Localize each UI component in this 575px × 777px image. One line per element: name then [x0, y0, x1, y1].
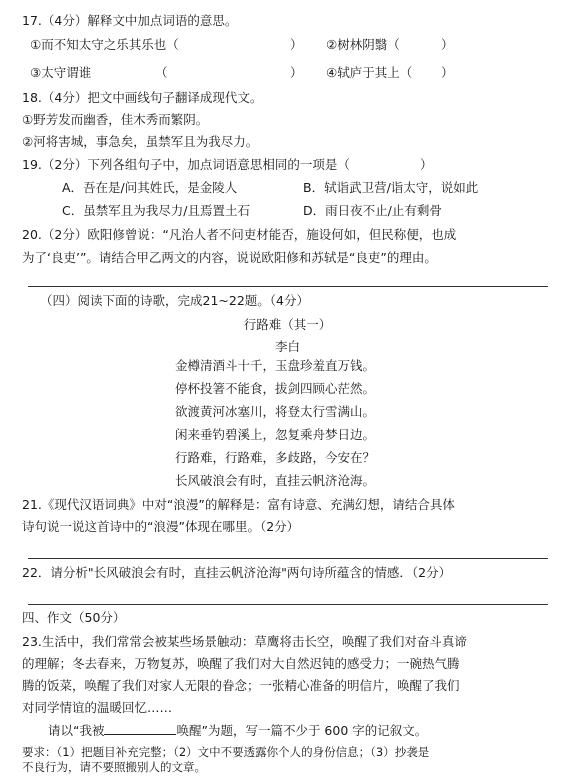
writing-requirements-1: 要求：（1）把题目补充完整；（2）文中不要透露你个人的身份信息；（3）抄袭是	[22, 745, 430, 759]
q17-item-b: ②树林阴翳（	[326, 37, 400, 52]
writing-prompt-prefix: 请以“我被	[48, 723, 105, 738]
q17-item-c-close: ）	[290, 65, 303, 80]
q20-line-1: 20.（2分）欧阳修曾说：“凡治人者不问吏材能否，施设何如，但民称便，也成	[22, 227, 457, 242]
writing-prompt-suffix: 唤醒”为题，写一篇不少于 600 字的记叙文。	[176, 723, 428, 738]
poem-line: 欲渡黄河冰塞川，将登太行雪满山。	[175, 404, 376, 419]
poem-line: 闲来垂钓碧溪上，忽复乘舟梦日边。	[175, 427, 376, 442]
writing-requirements-2: 不良行为，请不要照搬别人的文章。	[22, 760, 206, 774]
q19-option-a: A．吾在是/问其姓氏，是金陵人	[62, 180, 238, 195]
q17-item-d-close: ）	[441, 65, 454, 80]
q17-item-a: ①而不知太守之乐其乐也（	[30, 37, 179, 52]
writing-para-1: 23.生活中，我们常常会被某些场景触动：草鹰将击长空，唤醒了我们对奋斗真谛	[22, 634, 467, 649]
poem-line: 行路难，行路难，多歧路，今安在？	[175, 450, 376, 465]
q20-line-2: 为了‘良吏’”。请结合甲乙两文的内容，说说欧阳修和苏轼是“良吏”的理由。	[22, 250, 437, 265]
q17-item-b-close: ）	[441, 37, 454, 52]
q21-line-1: 21.《现代汉语词典》中对“浪漫”的解释是：富有诗意、充满幻想，请结合具体	[22, 497, 455, 512]
poem-author: 李白	[274, 339, 300, 354]
writing-para-4: 对同学情谊的温暖回忆……	[22, 700, 173, 715]
q17-item-a-close: ）	[290, 37, 303, 52]
q22-line: 22．请分析"长风破浪会有时，直挂云帆济沧海"两句诗所蕴含的情感．（2分）	[22, 565, 452, 580]
writing-prompt	[48, 722, 427, 739]
q19-title: 19.（2分）下列各组句子中，加点词语意思相同的一项是（	[22, 157, 350, 172]
q19-option-b: B．轼诣武卫营/诣太守，说如此	[303, 180, 479, 195]
q21-line-2: 诗句说一说这首诗中的“浪漫”体现在哪里。（2分）	[22, 519, 300, 534]
writing-para-2: 的理解；冬去春来，万物复苏，唤醒了我们对大自然迟钝的感受力；一碗热气腾	[22, 656, 460, 671]
answer-line	[28, 558, 548, 559]
q18-title: 18.（4分）把文中画线句子翻译成现代文。	[22, 90, 263, 105]
title-blank	[104, 722, 176, 735]
q17-title: 17.（4分）解释文中加点词语的意思。	[22, 13, 238, 28]
section4-intro: （四）阅读下面的诗歌，完成21~22题。（4分）	[40, 293, 309, 308]
q19-title-close: ）	[420, 157, 433, 172]
writing-heading: 四、作文（50分）	[22, 610, 126, 625]
q18-sentence-2: ②河将害城，事急矣，虽禁军且为我尽力。	[22, 134, 259, 149]
q19-option-c: C．虽禁军且为我尽力/且焉置土石	[62, 203, 250, 218]
q18-sentence-1: ①野芳发而幽香，佳木秀而繁阴。	[22, 112, 209, 127]
q19-option-d: D．雨日夜不止/止有剩骨	[303, 203, 442, 218]
poem-title: 行路难（其一）	[243, 317, 332, 332]
writing-para-3: 腾的饭菜，唤醒了我们对家人无限的眷念；一张精心准备的明信片，唤醒了我们	[22, 678, 460, 693]
poem-line: 金樽清酒斗十千，玉盘珍羞直万钱。	[175, 358, 376, 373]
poem-line: 长风破浪会有时，直挂云帆济沧海。	[175, 473, 376, 488]
answer-line	[28, 604, 548, 605]
q17-item-c: ③太守谓谁	[30, 65, 92, 80]
answer-line	[28, 286, 548, 287]
poem-line: 停杯投箸不能食，拔剑四顾心茫然。	[175, 381, 376, 396]
q17-item-c-open: （	[155, 65, 168, 80]
q17-item-d: ④轼庐于其上（	[326, 65, 413, 80]
